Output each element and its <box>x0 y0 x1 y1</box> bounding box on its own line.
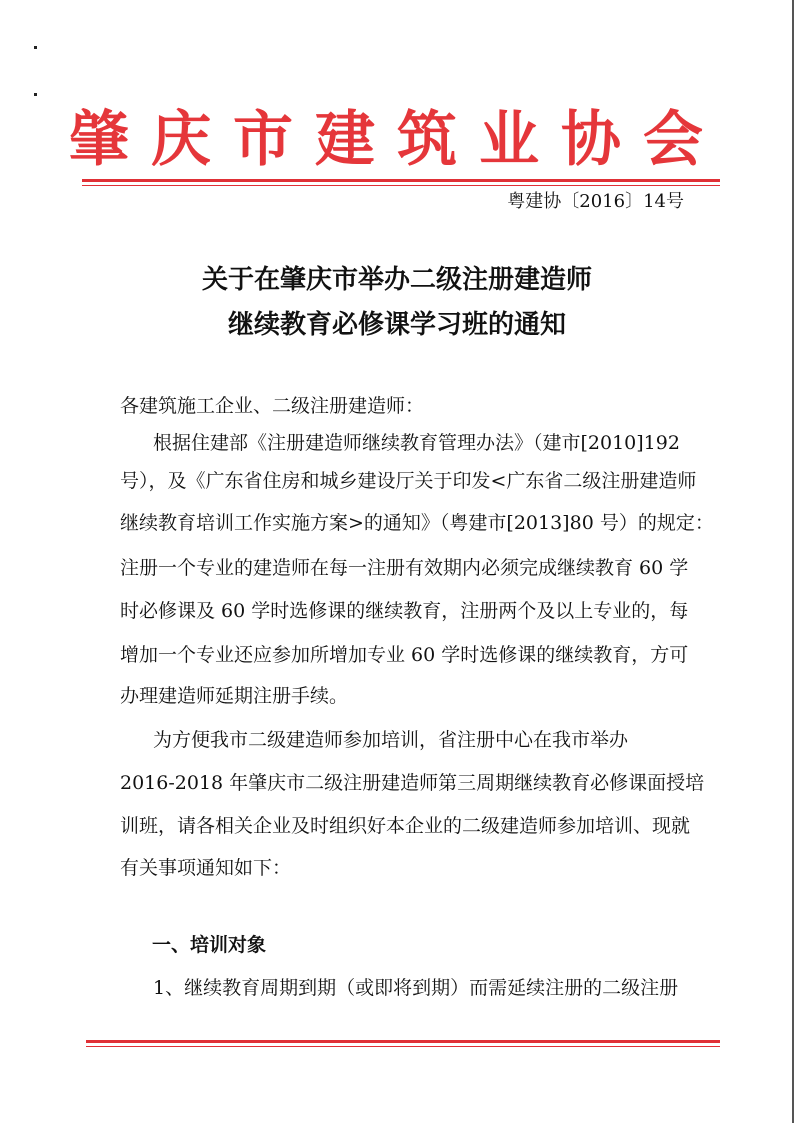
paragraph-1-line: 继续教育培训工作实施方案>的通知》（粤建市[2013]80 号）的规定： <box>120 512 714 534</box>
scan-mark <box>34 46 37 49</box>
header-red-rule-thin <box>82 185 720 186</box>
paragraph-1-line: 时必修课及 60 学时选修课的继续教育，注册两个及以上专业的，每 <box>120 600 689 622</box>
footer-red-rule-thin <box>86 1046 720 1047</box>
paragraph-1-line: 办理建造师延期注册手续。 <box>120 685 349 707</box>
paragraph-1-line: 注册一个专业的建造师在每一注册有效期内必须完成继续教育 60 学 <box>120 557 689 579</box>
section-1-heading: 一、培训对象 <box>152 934 267 956</box>
paragraph-1-line: 根据住建部《注册建造师继续教育管理办法》（建市[2010]192 <box>153 432 680 454</box>
paragraph-1-line: 增加一个专业还应参加所增加专业 60 学时选修课的继续教育，方可 <box>120 644 689 666</box>
paragraph-2-line: 为方便我市二级建造师参加培训，省注册中心在我市举办 <box>153 729 629 751</box>
section-1-item-1: 1、继续教育周期到期（或即将到期）而需延续注册的二级注册 <box>153 977 679 999</box>
scan-mark <box>34 93 37 96</box>
paragraph-1-line: 号），及《广东省住房和城乡建设厅关于印发<广东省二级注册建造师 <box>120 470 697 492</box>
salutation: 各建筑施工企业、二级注册建造师： <box>120 395 425 417</box>
footer-red-rule-thick <box>86 1040 720 1043</box>
header-red-rule-thick <box>82 179 720 182</box>
organization-letterhead: 肇庆市建筑业协会 <box>69 105 725 175</box>
paragraph-2-line: 训班，请各相关企业及时组织好本企业的二级建造师参加培训、现就 <box>120 815 691 837</box>
document-title-line-1: 关于在肇庆市举办二级注册建造师 <box>201 265 592 295</box>
paragraph-2-line: 有关事项通知如下： <box>120 857 292 879</box>
document-number: 粤建协〔2016〕14号 <box>507 191 684 212</box>
paragraph-2-line: 2016-2018 年肇庆市二级注册建造师第三周期继续教育必修课面授培 <box>120 772 705 794</box>
document-title-line-2: 继续教育必修课学习班的通知 <box>227 310 566 340</box>
